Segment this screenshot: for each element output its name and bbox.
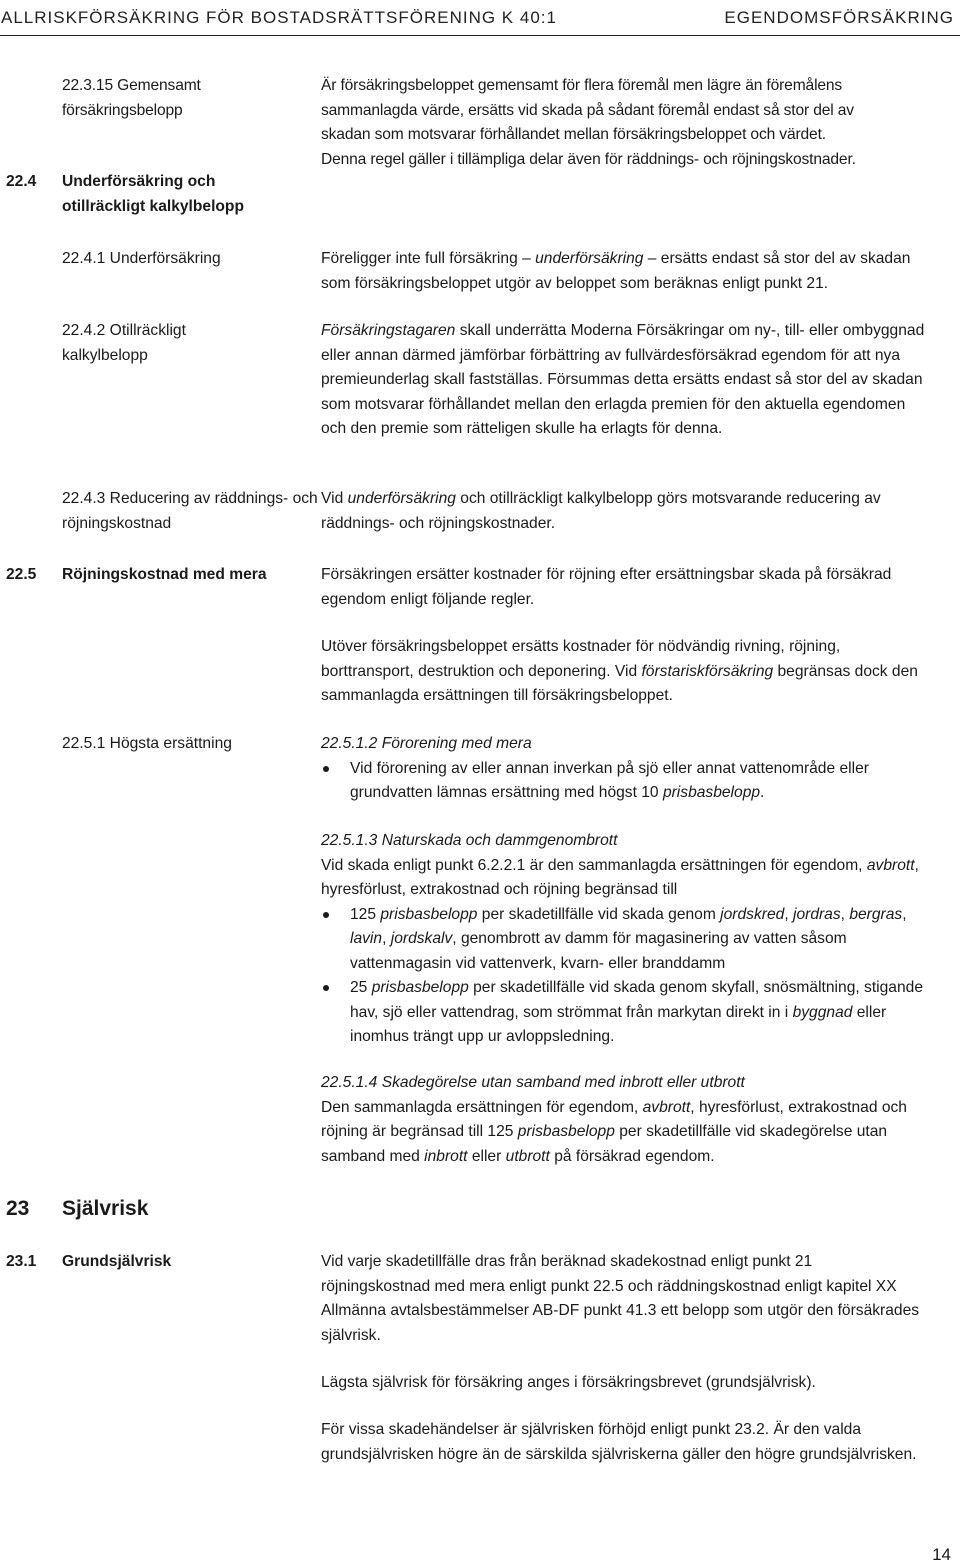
section-22-5-number: 22.5 bbox=[6, 566, 37, 583]
section-22-5-title: Röjningskostnad med mera bbox=[62, 566, 267, 583]
text-run: på försäkrad egendom. bbox=[549, 1147, 715, 1165]
section-22-3-15-text bbox=[321, 74, 941, 172]
text-run: per skadetillfälle vid skadegörelse utan samband med bbox=[321, 1123, 888, 1165]
section-22-5-1-2-block bbox=[321, 732, 941, 806]
text-italic: jordras bbox=[792, 905, 841, 923]
paragraph bbox=[321, 1096, 941, 1170]
bullet-list bbox=[321, 757, 941, 806]
text-italic: Försäkringstagaren bbox=[321, 322, 456, 339]
text-run: Vid bbox=[321, 490, 348, 507]
section-22-5-1-4-block bbox=[321, 1071, 941, 1169]
text-run: skall underrätta Moderna Försäkringar om ny-, till- eller ombyggnad eller annan därmed jämförbar förbättring av fullvärdesförsäkrad egendom för att nya premieunderlag skall fastställas. Försummas detta ersätts endast så stor del av skadan som motsvarar förhållandet mellan den erlagda premien för den aktuella egendomen och den premie som rätteligen skulle ha erlagts för denna. bbox=[321, 322, 925, 437]
text-italic: inbrott bbox=[424, 1147, 468, 1165]
text-italic: avbrott bbox=[642, 1098, 691, 1116]
text-run: , genombrott av damm för magasinering av vatten såsom vattenmagasin vid vattenverk, kvarn- eller branddamm bbox=[350, 930, 847, 972]
text-italic: underförsäkring bbox=[347, 490, 456, 507]
bullet-list bbox=[321, 903, 941, 1050]
text-run: , bbox=[902, 905, 907, 923]
text-run: , bbox=[382, 930, 391, 947]
text-line: Är försäkringsbeloppet gemensamt för flera föremål men lägre än föremålens bbox=[321, 77, 843, 94]
text-italic: prisbasbelopp bbox=[380, 905, 478, 923]
text-run: 125 bbox=[350, 905, 381, 923]
section-22-5-1-label: 22.5.1 Högsta ersättning bbox=[62, 735, 232, 752]
paragraph bbox=[321, 854, 941, 903]
section-23-1-paragraph-2: Lägsta självrisk för försäkring anges i försäkringsbrevet (grundsjälvrisk). bbox=[321, 1374, 816, 1391]
section-22-4-1-text bbox=[321, 247, 941, 296]
subsection-title: 22.5.1.4 Skadegörelse utan samband med inbrott eller utbrott bbox=[321, 1074, 745, 1091]
section-22-5-paragraph-1: Försäkringen ersätter kostnader för röjning efter ersättningsbar skada på försäkrad egendom enligt följande regler. bbox=[321, 566, 892, 608]
text-run: och otillräckligt kalkylbelopp görs motsvarande reducering av räddnings- och röjningskostnader. bbox=[321, 490, 881, 532]
text-run: begränsas dock den sammanlagda ersättningen till försäkringsbeloppet. bbox=[321, 662, 918, 704]
text-run: Utöver försäkringsbeloppet ersätts kostnader för nödvändig rivning, röjning, borttransport, destruktion och deponering. Vid bbox=[321, 638, 841, 680]
text-italic: jordskalv bbox=[390, 930, 453, 947]
subsection-title: 22.5.1.3 Naturskada och dammgenombrott bbox=[321, 832, 618, 849]
section-22-4-title: Underförsäkring och otillräckligt kalkylbelopp bbox=[62, 173, 244, 215]
chapter-23-title: Självrisk bbox=[62, 1197, 149, 1220]
text-run: 25 bbox=[350, 979, 372, 996]
section-22-4-3-text bbox=[321, 487, 941, 536]
subsection-title: 22.5.1.2 Förorening med mera bbox=[321, 735, 532, 752]
section-22-4-3-label: 22.4.3 Reducering av räddnings- och röjningskostnad bbox=[62, 490, 318, 532]
section-22-4-number: 22.4 bbox=[6, 173, 37, 190]
text-run: eller inomhus trängt upp ur avloppsledning. bbox=[350, 1003, 887, 1045]
chapter-23-number: 23 bbox=[6, 1197, 30, 1220]
text-run: Vid förorening av eller annan inverkan på sjö eller annat vattenområde eller grundvatten lämnas ersättning med högst 10 bbox=[350, 759, 869, 801]
text-run: . bbox=[760, 784, 765, 801]
section-23-1-title: Grundsjälvrisk bbox=[62, 1253, 172, 1270]
text-italic: prisbasbelopp bbox=[662, 784, 761, 801]
text-line: sammanlagda värde, ersätts vid skada på sådant föremål endast så stor del av bbox=[321, 101, 854, 119]
text-italic: underförsäkring bbox=[535, 250, 644, 267]
section-22-4-2-label: 22.4.2 Otillräckligt kalkylbelopp bbox=[62, 322, 186, 364]
text-run: , bbox=[784, 905, 793, 923]
section-22-4-1-label: 22.4.1 Underförsäkring bbox=[62, 250, 221, 267]
text-run: per skadetillfälle vid skada genom skyfall, snösmältning, stigande hav, sjö eller vattendrag, som strömmat från markytan direkt in i bbox=[350, 979, 923, 1021]
text-italic: prisbasbelopp bbox=[371, 979, 469, 996]
section-22-5-1-3-block bbox=[321, 829, 941, 1050]
text-run: Den sammanlagda ersättningen för egendom, bbox=[321, 1098, 643, 1116]
section-23-1-number: 23.1 bbox=[6, 1253, 37, 1270]
text-italic: utbrott bbox=[505, 1147, 550, 1165]
list-item bbox=[321, 976, 941, 1050]
section-22-3-15-label: 22.3.15 Gemensamt försäkringsbelopp bbox=[62, 77, 201, 119]
text-run: – ersätts endast så stor del av skadan som försäkringsbeloppet utgör av beloppet som beräknas enligt punkt 21. bbox=[321, 250, 911, 292]
text-line: Denna regel gäller i tillämpliga delar även för räddnings- och röjningskostnader. bbox=[321, 150, 856, 168]
text-italic: jordskred bbox=[720, 905, 785, 923]
page-number: 14 bbox=[932, 1545, 951, 1564]
list-item bbox=[321, 903, 941, 977]
text-italic: avbrott bbox=[866, 856, 915, 874]
text-run: , hyresförlust, extrakostnad och röjning begränsad till bbox=[321, 856, 919, 898]
section-23-1-paragraph-3: För vissa skadehändelser är självrisken förhöjd enligt punkt 23.2. Är den valda grundsjälvrisken högre än de särskilda självriskerna gäller den högre grundsjälvrisken. bbox=[321, 1421, 917, 1463]
section-23-1-paragraph-1: Vid varje skadetillfälle dras från beräknad skadekostnad enligt punkt 21 röjningskostnad med mera enligt punkt 22.5 och räddningskostnad enligt kapitel XX Allmänna avtalsbestämmelser AB-DF punkt 41.3 ett belopp som utgör den försäkrades självrisk. bbox=[321, 1253, 920, 1344]
text-run: Vid skada enligt punkt 6.2.2.1 är den sammanlagda ersättningen för egendom, bbox=[321, 856, 867, 874]
text-run: , hyresförlust, extrakostnad och röjning är begränsad till 125 bbox=[321, 1098, 907, 1140]
text-italic: lavin bbox=[350, 930, 383, 947]
header-section-title: EGENDOMSFÖRSÄKRING bbox=[724, 8, 954, 27]
list-item bbox=[321, 757, 941, 806]
text-run: per skadetillfälle vid skada genom bbox=[477, 905, 721, 923]
text-italic: bergras bbox=[849, 905, 903, 923]
text-run: , bbox=[840, 905, 850, 923]
text-run: eller bbox=[467, 1147, 506, 1165]
text-line: skadan som motsvarar förhållandet mellan försäkringsbeloppet och värdet. bbox=[321, 126, 826, 143]
text-run: Föreligger inte full försäkring – bbox=[321, 250, 536, 267]
text-italic: förstariskförsäkring bbox=[641, 662, 774, 680]
section-22-4-2-text bbox=[321, 319, 931, 442]
page-header bbox=[0, 0, 960, 36]
section-22-5-paragraph-2 bbox=[321, 635, 921, 709]
header-document-title: ALLRISKFÖRSÄKRING FÖR BOSTADSRÄTTSFÖRENING K 40:1 bbox=[1, 8, 557, 27]
text-italic: byggnad bbox=[792, 1003, 853, 1021]
text-italic: prisbasbelopp bbox=[517, 1123, 615, 1140]
